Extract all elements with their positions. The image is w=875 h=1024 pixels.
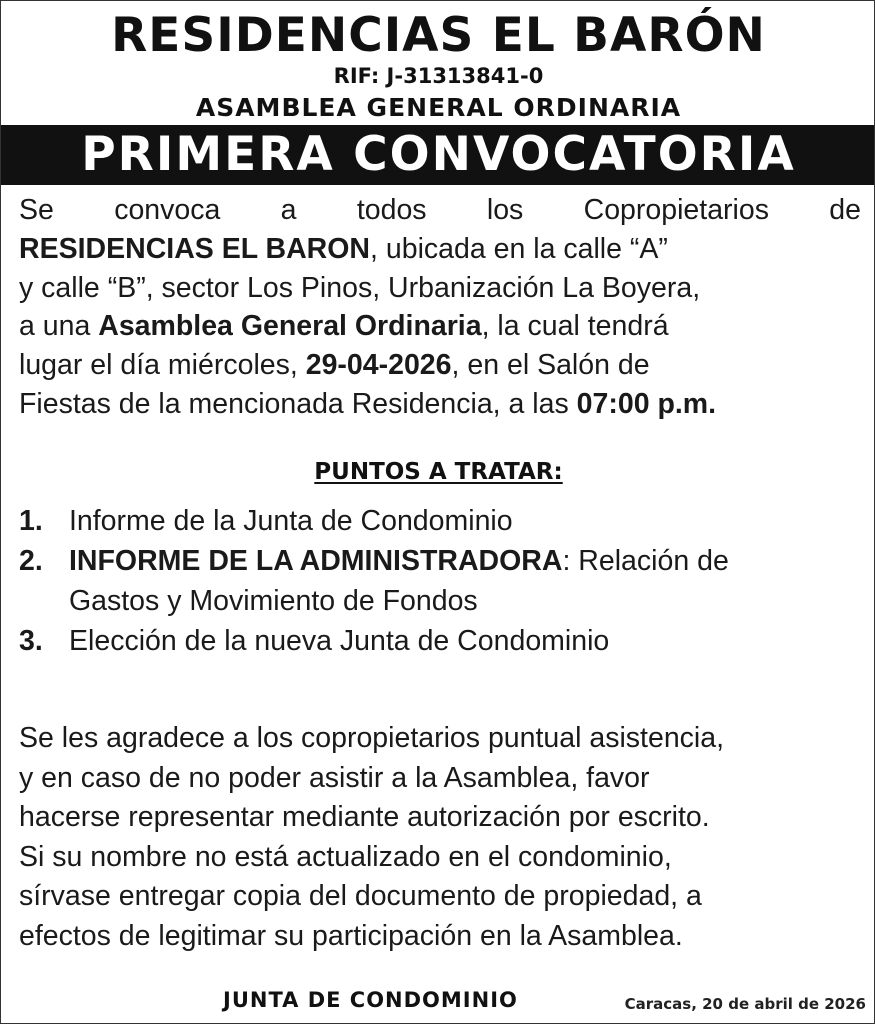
intro-line-6 [19,385,861,424]
intro-line-1 [19,191,861,230]
agenda-text: Elección de la nueva Junta de Condominio [69,625,610,657]
intro-line-4-pre: a una [19,310,99,343]
intro-line-2 [19,230,861,269]
intro-word: convoca [114,194,221,226]
assembly-type: ASAMBLEA GENERAL ORDINARIA [195,93,682,122]
agenda-text: : Relación de [562,545,729,577]
rif-number: RIF: J-31313841-0 [333,64,544,88]
intro-word: los [486,194,524,226]
closing-line: hacerse representar mediante autorización por escrito. [19,801,710,833]
agenda-number: 2. [19,545,43,577]
points-heading: PUNTOS A TRATAR: [314,459,563,485]
intro-line-6-pre: Fiestas de la mencionada Residencia, a las [19,387,577,420]
agenda-number: 1. [19,505,43,537]
intro-line-5 [19,346,861,385]
intro-word: a [280,194,297,226]
agenda-list [19,501,861,661]
intro-line-3: y calle “B”, sector Los Pinos, Urbanización La Boyera, [19,271,701,304]
intro-line-2-rest: , ubicada en la calle “A” [370,232,668,265]
closing-line: efectos de legitimar su participación en la Asamblea. [19,919,683,952]
agenda-item [19,541,861,621]
intro-word: todos [356,194,427,226]
intro-line-4 [19,307,861,346]
intro-paragraph [19,191,861,424]
closing-line: Si su nombre no está actualizado en el condominio, [19,840,672,873]
intro-word: Copropietarios [583,194,769,226]
intro-word: Se [19,194,54,226]
signature: JUNTA DE CONDOMINIO [223,988,518,1012]
agenda-text-continued: Gastos y Movimiento de Fondos [69,585,478,617]
intro-line-5-pre: lugar el día miércoles, [19,349,306,382]
convocation-banner [1,125,875,185]
banner-title: PRIMERA CONVOCATORIA [81,127,796,182]
intro-line-5-post: , en el Salón de [451,349,650,382]
agenda-item [19,501,861,541]
meeting-date: 29-04-2026 [305,349,452,382]
agenda-bold-text: INFORME DE LA ADMINISTRADORA [69,545,563,577]
closing-line: sírvase entregar copia del documento de propiedad, a [19,880,702,912]
agenda-number: 3. [19,625,43,657]
issue-date: Caracas, 20 de abril de 2026 [624,995,866,1013]
agenda-text: Informe de la Junta de Condominio [69,505,513,537]
intro-word: de [829,194,861,226]
residence-title: RESIDENCIAS EL BARÓN [111,8,766,63]
agenda-item [19,621,861,661]
closing-paragraph [19,719,861,956]
closing-line: y en caso de no poder asistir a la Asamblea, favor [19,761,650,794]
assembly-name: Asamblea General Ordinaria [98,310,482,343]
residence-name: RESIDENCIAS EL BARON [19,232,371,265]
closing-line: Se les agradece a los copropietarios puntual asistencia, [19,722,725,754]
intro-line-4-post: , la cual tendrá [481,310,669,343]
meeting-time: 07:00 p.m. [576,387,717,420]
